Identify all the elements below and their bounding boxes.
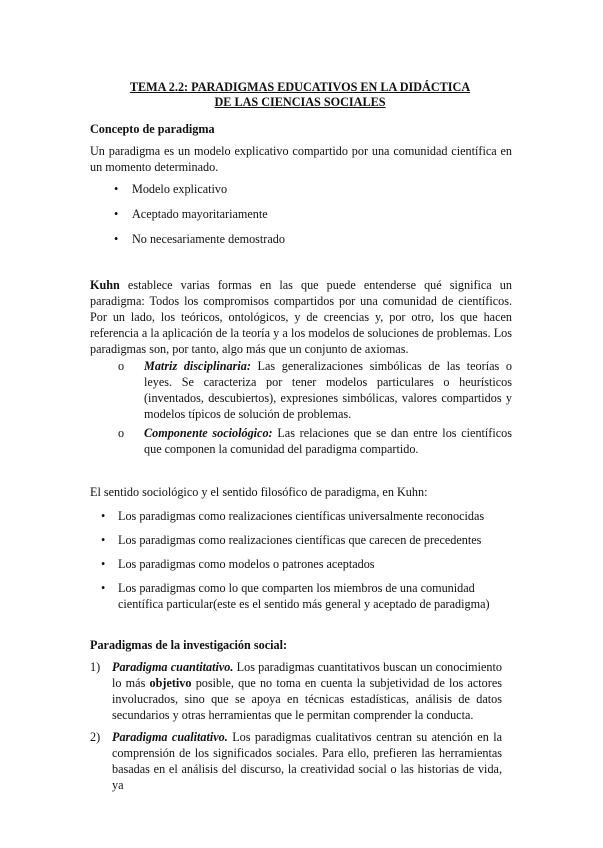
research-item-text: Los paradigmas cuantitativos buscan un conocimiento lo más [112,660,502,690]
title-line-1: TEMA 2.2: PARADIGMAS EDUCATIVOS EN LA DIDÁCTICA [129,80,471,94]
research-item-text-end: posible, que no toma en cuenta la subjetividad de los actores involucrados, sino que se apoya en técnicas estadísticas, análisis de datos secundarios y otras herramientas que le permitan comprender la conducta. [112,676,502,722]
bullet-marker: • [114,232,119,246]
bullet-marker: • [101,557,106,571]
senses-bullet-text: Los paradigmas como modelos o patrones aceptados [118,557,375,571]
kuhn-subitem [118,425,512,457]
senses-bullet [101,580,512,612]
page-title [90,80,510,110]
kuhn-paragraph [90,277,512,357]
bullet-marker: • [101,533,106,547]
kuhn-name: Kuhn [90,278,120,292]
senses-bullet-text: Los paradigmas como lo que comparten los miembros de una comunidad científica particular(este es el sentido más general y aceptado de paradigma) [118,581,490,611]
senses-bullet-text: Los paradigmas como realizaciones científicas universalmente reconocidas [118,509,485,523]
kuhn-subitem-text: Las generalizaciones simbólicas de las teorías o leyes. Se caracteriza por tener modelos particulares o heurísticos (inventados, descubiertos), expresiones simbólicas, valores compartidos y modelos típicos de solución de problemas. [144,359,512,421]
senses-bullet-text: Los paradigmas como realizaciones científicas que carecen de precedentes [118,533,482,547]
kuhn-subitem [118,358,512,422]
research-item-strong: objetivo [149,676,192,690]
item-number: 1) [90,660,101,674]
bullet-marker: • [114,207,119,221]
research-item-term: Paradigma cualitativo. [112,730,228,744]
research-item-text: Los paradigmas cualitativos centran su atención en la comprensión de los significados sociales. Para ello, prefieren las herramientas basadas en el análisis del discurso, la creatividad social o las historias de vida, ya [112,730,502,792]
concept-bullet-text: No necesariamente demostrado [132,232,285,246]
kuhn-subitem-term: Matriz disciplinaria: [144,359,251,373]
kuhn-text: establece varias formas en las que puede entenderse qué significa un paradigma: Todos los compromisos compartidos por una comunidad de científicos. Por un lado, los teóricos, ontológicos, y de creencias y, por otro, los que hacen referencia a la aplicación de la teoría y a los modelos de soluciones de problemas. Los paradigmas son, por tanto, algo más que un conjunto de axiomas. [90,278,512,356]
sub-marker: o [118,426,125,440]
sub-marker: o [118,359,125,373]
concept-bullet-text: Aceptado mayoritariamente [132,207,268,221]
research-item-term: Paradigma cuantitativo. [112,660,234,674]
research-item [90,659,502,723]
bullet-marker: • [101,509,106,523]
item-number: 2) [90,730,101,744]
senses-intro: El sentido sociológico y el sentido filosófico de paradigma, en Kuhn: [90,485,428,499]
bullet-marker: • [114,182,119,196]
concept-definition: Un paradigma es un modelo explicativo compartido por una comunidad científica en un momento determinado. [90,144,512,174]
title-line-2: DE LAS CIENCIAS SOCIALES [214,95,386,109]
kuhn-subitem-term: Componente sociológico: [144,426,273,440]
concept-bullet-text: Modelo explicativo [132,182,228,196]
bullet-marker: • [101,581,106,595]
kuhn-subitem-text: Las relaciones que se dan entre los científicos que componen la comunidad del paradigma compartido. [144,426,513,456]
concept-heading: Concepto de paradigma [90,122,215,136]
research-item [90,729,502,793]
research-heading: Paradigmas de la investigación social: [90,638,288,652]
